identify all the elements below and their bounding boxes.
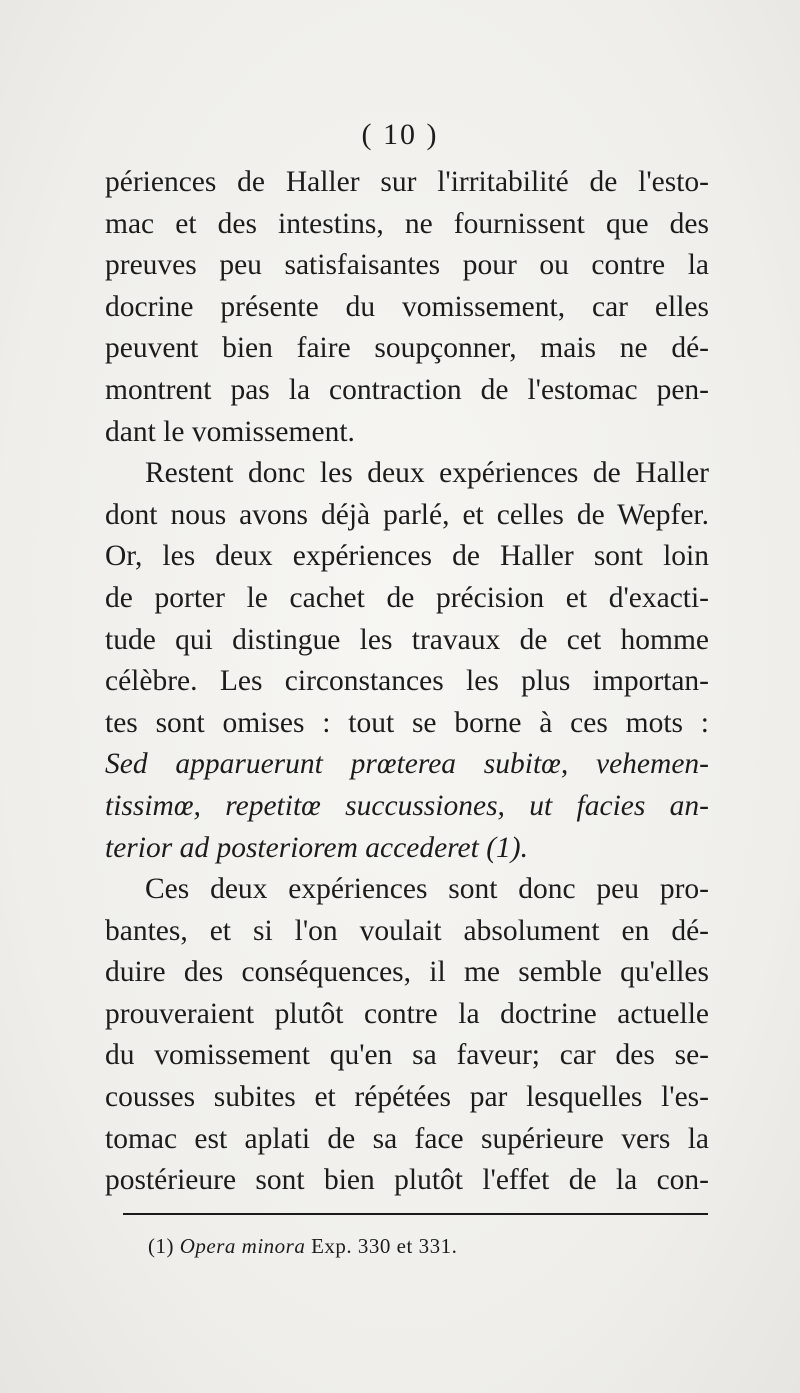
- text-line: Ces deux expériences sont donc peu pro-: [145, 873, 709, 906]
- text-line: dant le vomissement.: [105, 415, 355, 448]
- text-line: tomac est aplati de sa face supérieure vers la: [105, 1122, 709, 1155]
- text-line: tes sont omises : tout se borne à ces mots :: [105, 706, 709, 739]
- footnote-marker: (1): [148, 1234, 174, 1258]
- text-line: montrent pas la contraction de l'estomac pen-: [105, 373, 709, 406]
- text-line: Sed apparuerunt prœterea subitœ, vehemen-: [105, 748, 709, 781]
- text-line: de porter le cachet de précision et d'exacti-: [105, 581, 709, 614]
- text-line: dont nous avons déjà parlé, et celles de Wepfer.: [105, 498, 709, 531]
- footnote-title: Opera minora: [179, 1234, 306, 1258]
- footnote: [148, 1234, 457, 1259]
- text-line: tissimœ, repetitœ succussiones, ut facies an-: [105, 789, 709, 822]
- text-line: cousses subites et répétées par lesquelles l'es-: [105, 1081, 709, 1114]
- text-line: prouveraient plutôt contre la doctrine actuelle: [105, 997, 709, 1030]
- text-line: célèbre. Les circonstances les plus importan-: [105, 665, 709, 698]
- body-text: [105, 162, 709, 1202]
- text-line: Restent donc les deux expériences de Haller: [145, 457, 709, 490]
- footnote-divider: [123, 1213, 708, 1215]
- text-line: postérieure sont bien plutôt l'effet de la con-: [105, 1164, 709, 1197]
- text-line: terior ad posteriorem accederet (1).: [105, 831, 528, 864]
- text-line: périences de Haller sur l'irritabilité de l'esto-: [105, 166, 709, 198]
- text-line: mac et des intestins, ne fournissent que des: [105, 207, 709, 240]
- page-number: ( 10 ): [361, 118, 439, 151]
- text-line: bantes, et si l'on voulait absolument en dé-: [105, 914, 709, 947]
- text-line: docrine présente du vomissement, car elles: [105, 290, 709, 323]
- text-line: Or, les deux expériences de Haller sont loin: [105, 540, 709, 573]
- text-line: preuves peu satisfaisantes pour ou contre la: [105, 249, 709, 282]
- text-line: tude qui distingue les travaux de cet homme: [105, 623, 709, 656]
- footnote-reference: Exp. 330 et 331.: [311, 1234, 458, 1258]
- text-line: peuvent bien faire soupçonner, mais ne dé-: [105, 332, 709, 365]
- text-line: duire des conséquences, il me semble qu'elles: [105, 956, 709, 989]
- text-line: du vomissement qu'en sa faveur; car des se-: [105, 1039, 709, 1072]
